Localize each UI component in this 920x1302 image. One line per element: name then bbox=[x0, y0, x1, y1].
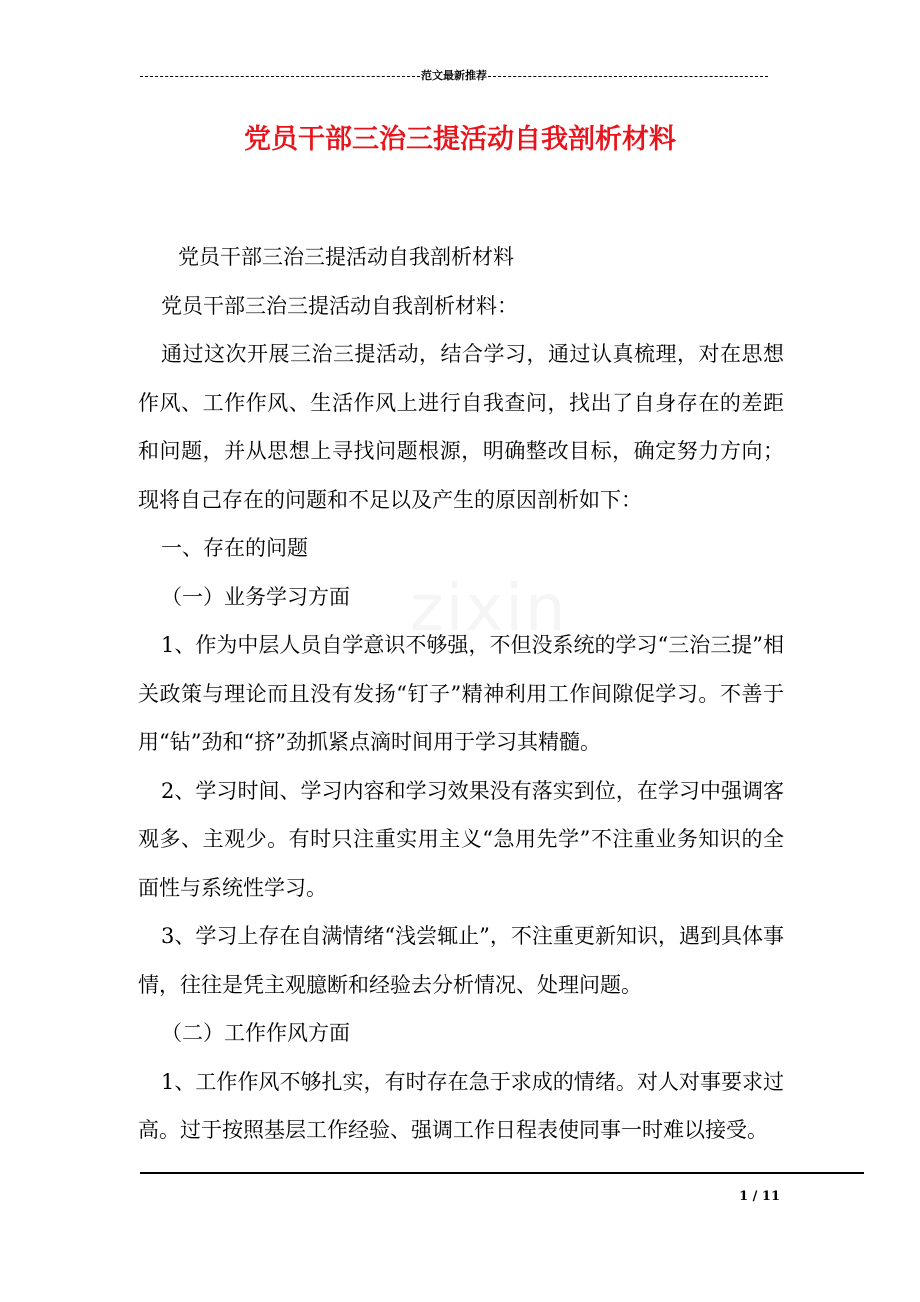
footer-rule bbox=[140, 1172, 864, 1174]
section-heading: 一、存在的问题 bbox=[161, 536, 308, 560]
watermark-logo: zixin bbox=[410, 572, 568, 646]
body-paragraph: 1、作为中层人员自学意识不够强，不但没系统的学习“三治三提”相关政策与理论而且没有发扬“钉子”精神利用工作间隙促学习。不善于用“钻”劲和“挤”劲抓紧点滴时间用于学习其精髓。 bbox=[138, 633, 784, 754]
header-text: 范文最新推荐 bbox=[421, 69, 487, 82]
document-title: 党员干部三治三提活动自我剖析材料 bbox=[244, 124, 676, 155]
subsection-heading: （一）业务学习方面 bbox=[161, 584, 350, 609]
body-paragraph: 党员干部三治三提活动自我剖析材料： bbox=[161, 293, 518, 318]
body-subtitle: 党员干部三治三提活动自我剖析材料 bbox=[178, 245, 514, 269]
body-paragraph: 通过这次开展三治三提活动，结合学习，通过认真梳理，对在思想作风、工作作风、生活作风上进行自我查问，找出了自身存在的差距和问题，并从思想上寻找问题根源，明确整改目标，确定努力方向；现将自己存在的问题和不足以及产生的原因剖析如下： bbox=[138, 342, 784, 512]
body-paragraph: 1、工作作风不够扎实，有时存在急于求成的情绪。对人对事要求过高。过于按照基层工作经验、强调工作日程表使同事一时难以接受。 bbox=[138, 1069, 784, 1142]
subsection-heading: （二）工作作风方面 bbox=[161, 1021, 350, 1045]
header-dash-left bbox=[140, 76, 420, 77]
body-paragraph: 2、学习时间、学习内容和学习效果没有落实到位，在学习中强调客观多、主观少。有时只注重实用主义“急用先学”不注重业务知识的全面性与系统性学习。 bbox=[138, 778, 784, 900]
body-paragraph: 3、学习上存在自满情绪“浅尝辄止”，不注重更新知识，遇到具体事情，往往是凭主观臆断和经验去分析情况、处理问题。 bbox=[138, 924, 784, 997]
header-dash-right bbox=[488, 76, 768, 77]
page-number: 1 / 11 bbox=[739, 1189, 780, 1204]
document-body bbox=[138, 233, 784, 1155]
page-header bbox=[140, 68, 768, 84]
